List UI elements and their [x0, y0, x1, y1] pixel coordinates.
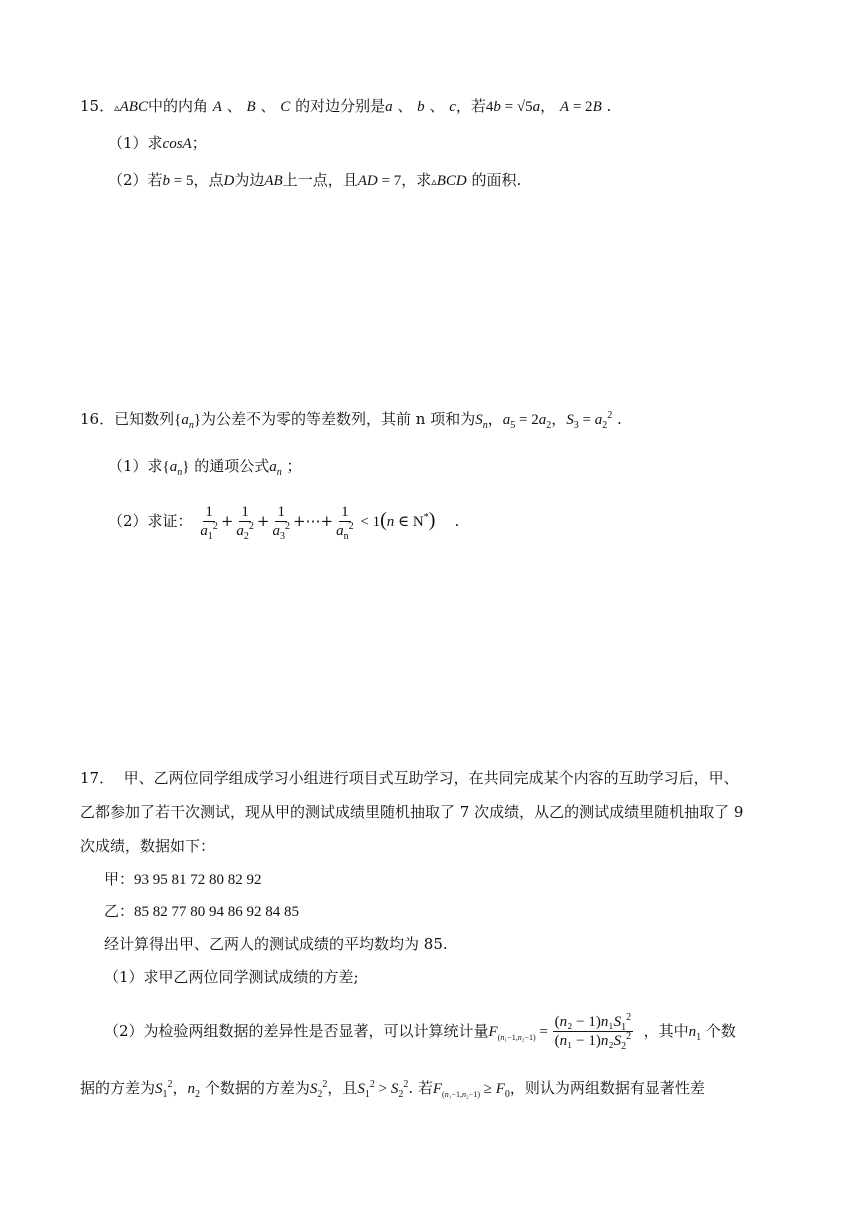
q15-stem: 15．▵ABC中的内角 A 、 B 、 C 的对边分别是a 、 b 、 c，若4b = √5a， A = 2B .: [80, 97, 612, 115]
q17-part2-cont: 据的方差为$S_1^2$，$n_2$ 个数据的方差为$S_2^2$，且$S_1^2 > S_2^2$. 若$F_{(n_1-1,n_2-1)} \ge F_0$，则认为两组数据有显著性差: [80, 1079, 705, 1100]
q17-jia-scores: 甲：93 95 81 72 80 82 92: [104, 870, 262, 888]
question-number: 15．: [80, 97, 115, 115]
question-number: 16．: [80, 410, 115, 428]
q17-yi-scores: 乙：85 82 77 80 94 86 92 84 85: [104, 902, 300, 920]
q17-part1: （1）求甲乙两位同学测试成绩的方差;: [104, 968, 359, 986]
q17-stem-line3: 次成绩，数据如下：: [80, 837, 216, 855]
q17-part2: （2）为检验两组数据的差异性是否显著，可以计算统计量$F_{(n_1-1,n_2-1)}$ = $\frac{(n_2 - 1)n_1S_1^2}{(n_1 - 1)n_2S_2^2}$ ，其中$n_1$ 个数: [104, 1011, 736, 1052]
q16-part1: （1）求$\{a_n\}$ 的通项公式$a_n$ ；: [108, 457, 302, 478]
q17-stem-line1: 17． 甲、乙两位同学组成学习小组进行项目式互助学习，在共同完成某个内容的互助学习后，甲、: [80, 769, 739, 787]
q16-part2: （2）求证： $\frac{1}{a_1^2}$ + $\frac{1}{a_2^2}$ + $\frac{1}{a_3^2}$ +⋯+ $\frac{1}{a_n^2}$ < 1(n ∈ N*) .: [108, 503, 460, 542]
question-number: 17．: [80, 769, 115, 787]
q15-part2: （2）若b = 5，点D为边AB上一点，且AD = 7，求▵BCD 的面积.: [108, 171, 522, 189]
q15-part1: （1）求cosA；: [108, 134, 207, 152]
q17-stem-line2: 乙都参加了若干次测试，现从甲的测试成绩里随机抽取了 7 次成绩，从乙的测试成绩里随机抽取了 9: [80, 803, 744, 821]
q17-mean-note: 经计算得出甲、乙两人的测试成绩的平均数均为 85.: [104, 935, 448, 953]
q16-stem: 16．已知数列$\{a_n\}$为公差不为零的等差数列，其前 n 项和为$S_n$，$a_5 = 2a_2$，$S_3 = a_2^2$ .: [80, 410, 622, 431]
